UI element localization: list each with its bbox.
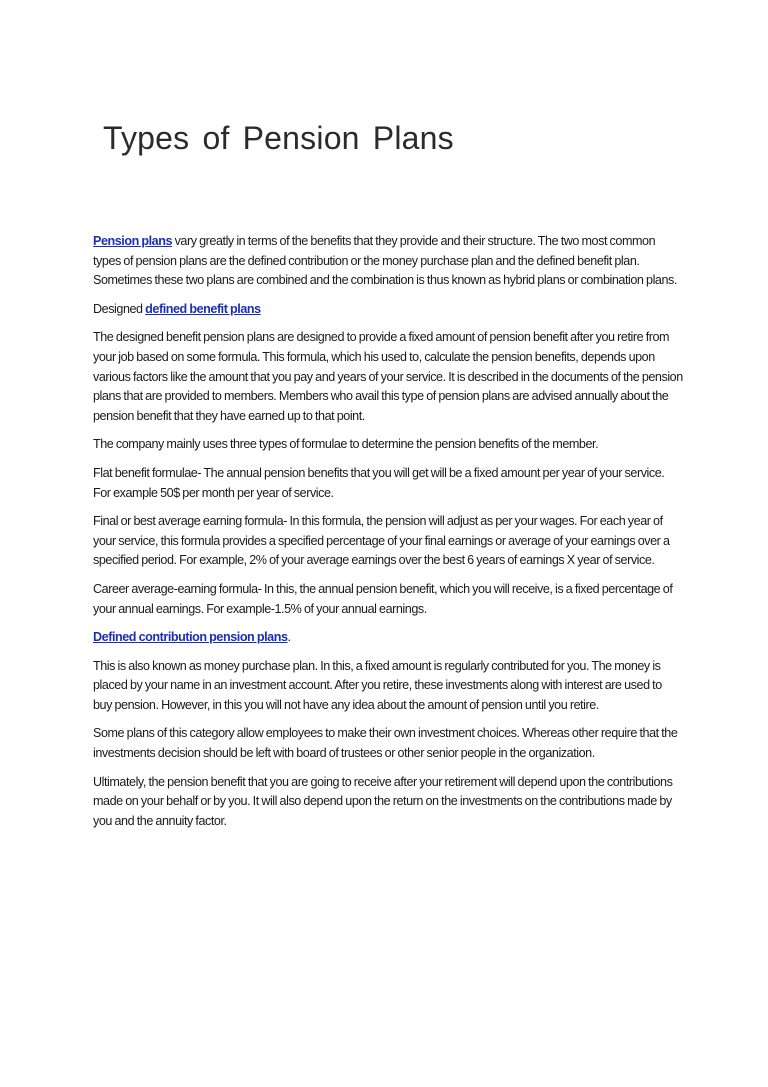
defined-benefit-plans-link[interactable]: defined benefit plans xyxy=(145,301,261,316)
final-average-paragraph: Final or best average earning formula- In this formula, the pension will adjust as per your wages. For each year of your service, this formula provides a specified percentage of your final earnings or average of your earnings over a specified period. For example, 2% of your average earnings over the best 6 years of earnings X year of service. xyxy=(93,514,670,568)
career-average-paragraph: Career average-earning formula- In this, the annual pension benefit, which you will receive, is a fixed percentage of your annual earnings. For example-1.5% of your annual earnings. xyxy=(93,581,673,616)
pension-plans-link[interactable]: Pension plans xyxy=(93,234,173,248)
flat-benefit-paragraph: Flat benefit formulae- The annual pension benefits that you will get will be a fixed amount per year of your service. For example 50$ per month per year of service. xyxy=(93,465,665,500)
conclusion-paragraph: Ultimately, the pension benefit that you are going to receive after your retirement will depend upon the contributions made on your behalf or by you. It will also depend upon the return on the investments on the contributions made by you and the annuity factor. xyxy=(93,774,673,828)
defined-benefit-heading: Designed defined benefit plans xyxy=(93,301,261,316)
page-title: Types of Pension Plans xyxy=(103,120,454,156)
investment-choices-paragraph: Some plans of this category allow employees to make their own investment choices. Whereas other require that the investments decision should be left with board of trustees or other senior people in the organization. xyxy=(93,726,678,761)
defined-contribution-heading: Defined contribution pension plans. xyxy=(93,630,291,645)
defined-benefit-description: The designed benefit pension plans are designed to provide a fixed amount of pension benefit after you retire from your job based on some formula. This formula, which his used to, calculate the pension benefits, depends upon various factors like the amount that you pay and years of your service. It is described in the documents of the pension plans that are provided to members. Members who avail this type of pension plans are advised annually about the pension benefit that they have earned up to that point. xyxy=(93,330,683,423)
money-purchase-paragraph: This is also known as money purchase plan. In this, a fixed amount is regularly contributed for you. The money is placed by your name in an investment account. After you retire, these investments along with interest are used to buy pension. However, in this you will not have any idea about the amount of pension until you retire. xyxy=(93,658,662,712)
document-body xyxy=(93,232,683,840)
defined-contribution-link[interactable]: Defined contribution pension plans xyxy=(93,630,288,645)
formulae-intro-paragraph: The company mainly uses three types of formulae to determine the pension benefits of the member. xyxy=(93,437,599,452)
intro-paragraph: Pension plans vary greatly in terms of the benefits that they provide and their structure. The two most common types of pension plans are the defined contribution or the money purchase plan and the defined benefit plan. Sometimes these two plans are combined and the combination is thus known as hybrid plans or combination plans. xyxy=(93,234,677,288)
